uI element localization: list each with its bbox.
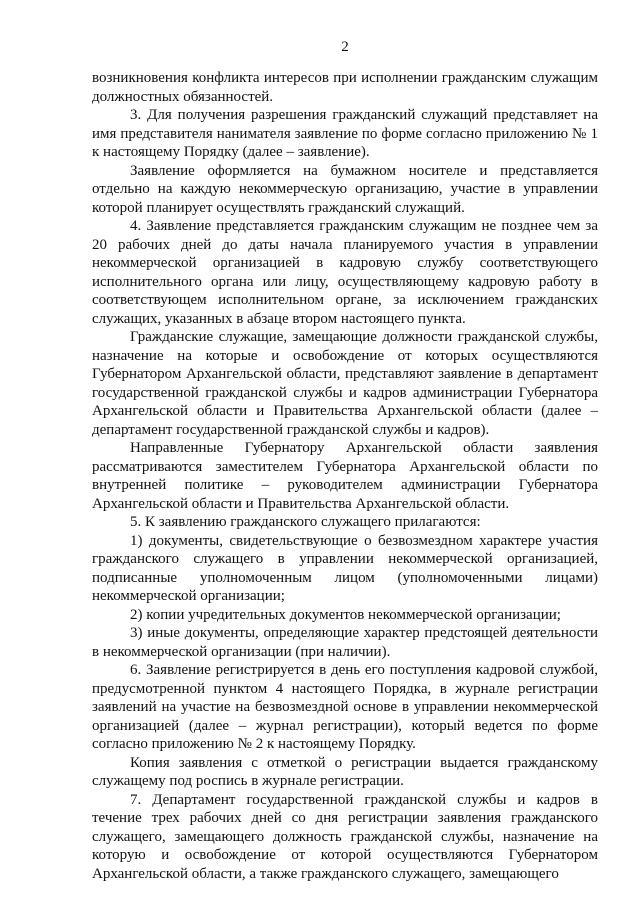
paragraph-application-format: Заявление оформляется на бумажном носителе и представляется отдельно на каждую некоммерческую организацию, участие в управлении которой планирует осуществлять гражданский служащий. [92,162,598,216]
paragraph-item-5-1: 1) документы, свидетельствующие о безвозмездном характере участия гражданского служащего в управлении некоммерческой организацией, подписанные уполномоченным лицом (уполномоченными лицами) некоммерческой организации; [92,532,598,604]
paragraph-item-3: 3. Для получения разрешения гражданский служащий представляет на имя представителя нанимателя заявление по форме согласно приложению № 1 к настоящему Порядку (далее – заявление). [92,107,598,160]
paragraph-item-5-2: 2) копии учредительных документов некоммерческой организации; [130,606,561,623]
paragraph-governor-applications: Направленные Губернатору Архангельской области заявления рассматриваются заместителем Губернатора Архангельской области по внутренней политике – руководителем администрации Губернатора Архангельской области и Правительства Архангельской области. [92,440,598,512]
page-number: 2 [341,39,349,55]
paragraph-item-4: 4. Заявление представляется гражданским служащим не позднее чем за 20 рабочих дней до даты начала планируемого участия в управлении некоммерческой организацией в кадровую службу соответствующего исполнительного органа или лицу, осуществляющему кадровую работу в соответствующем исполнительном органе, за исключением гражданских служащих, указанных в абзаце втором настоящего пункта. [92,218,598,327]
paragraph-item-7: 7. Департамент государственной гражданской службы и кадров в течение трех рабочих дней со дня регистрации заявления гражданского служащего, замещающего должность гражданской службы, назначение на которую и освобождение от которой осуществляются Губернатором Архангельской области, а также гражданского служащего, замещающего [92,791,598,882]
document-body [92,69,598,883]
paragraph-governor-appointees: Гражданские служащие, замещающие должности гражданской службы, назначение на которые и освобождение от которых осуществляются Губернатором Архангельской области, представляют заявление в департамент государственной гражданской службы и кадров администрации Губернатора Архангельской области и Правительства Архангельской области (далее – департамент государственной гражданской службы и кадров). [92,329,598,438]
paragraph-item-6: 6. Заявление регистрируется в день его поступления кадровой службой, предусмотренной пунктом 4 настоящего Порядка, в журнале регистрации заявлений на участие на безвозмездной основе в управлении некоммерческой организацией (далее – журнал регистрации), который ведется по форме согласно приложению № 2 к настоящему Порядку. [92,662,598,752]
paragraph-item-5-3: 3) иные документы, определяющие характер предстоящей деятельности в некоммерческой организации (при наличии). [92,625,598,660]
paragraph-item-5: 5. К заявлению гражданского служащего прилагаются: [130,514,481,530]
paragraph-continuation: возникновения конфликта интересов при исполнении гражданским служащим должностных обязанностей. [92,70,598,105]
paragraph-copy-issued: Копия заявления с отметкой о регистрации выдается гражданскому служащему под роспись в журнале регистрации. [92,754,598,789]
